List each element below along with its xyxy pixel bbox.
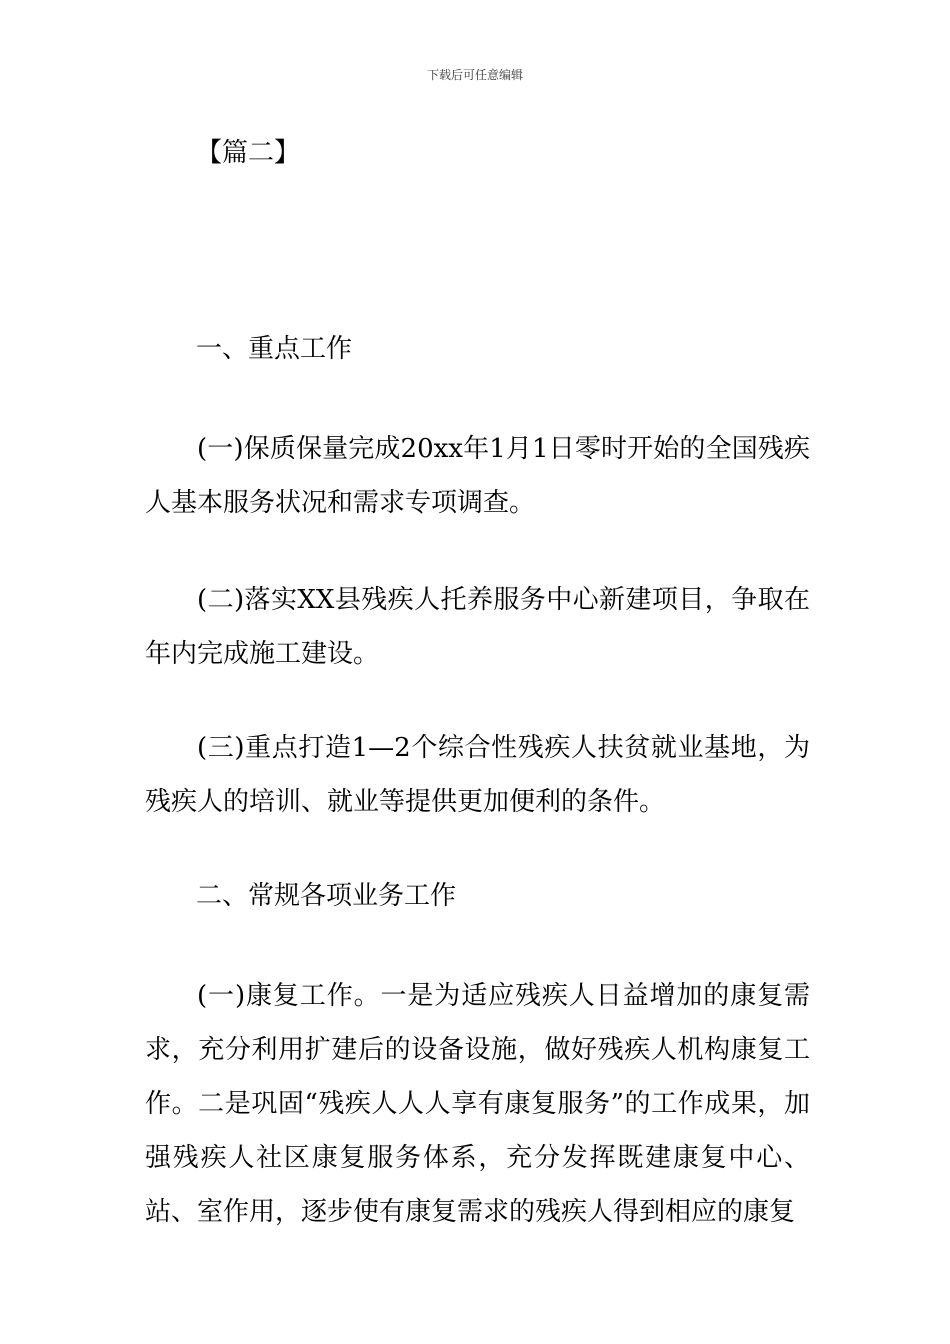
- paragraph-care-center: (二)落实XX县残疾人托养服务中心新建项目，争取在年内完成施工建设。: [145, 585, 810, 669]
- section-tag: 【篇二】: [196, 138, 301, 168]
- header-note: 下载后可任意编辑: [426, 68, 523, 82]
- heading-key-work: 一、重点工作: [196, 334, 353, 364]
- paragraph-rehabilitation: (一)康复工作。一是为适应残疾人日益增加的康复需求，充分利用扩建后的设备设施，做好残疾人机构康复工作。二是巩固“残疾人人人享有康复服务”的工作成果，加强残疾人社区康复服务体系，充分发挥既建康复中心、站、室作用，逐步使有康复需求的残疾人得到相应的康复: [145, 981, 810, 1227]
- paragraph-employment-base: (三)重点打造1—2个综合性残疾人扶贫就业基地，为残疾人的培训、就业等提供更加便利的条件。: [145, 733, 810, 817]
- heading-routine-work: 二、常规各项业务工作: [196, 881, 457, 911]
- paragraph-survey: (一)保质保量完成20xx年1月1日零时开始的全国残疾人基本服务状况和需求专项调查。: [145, 434, 810, 518]
